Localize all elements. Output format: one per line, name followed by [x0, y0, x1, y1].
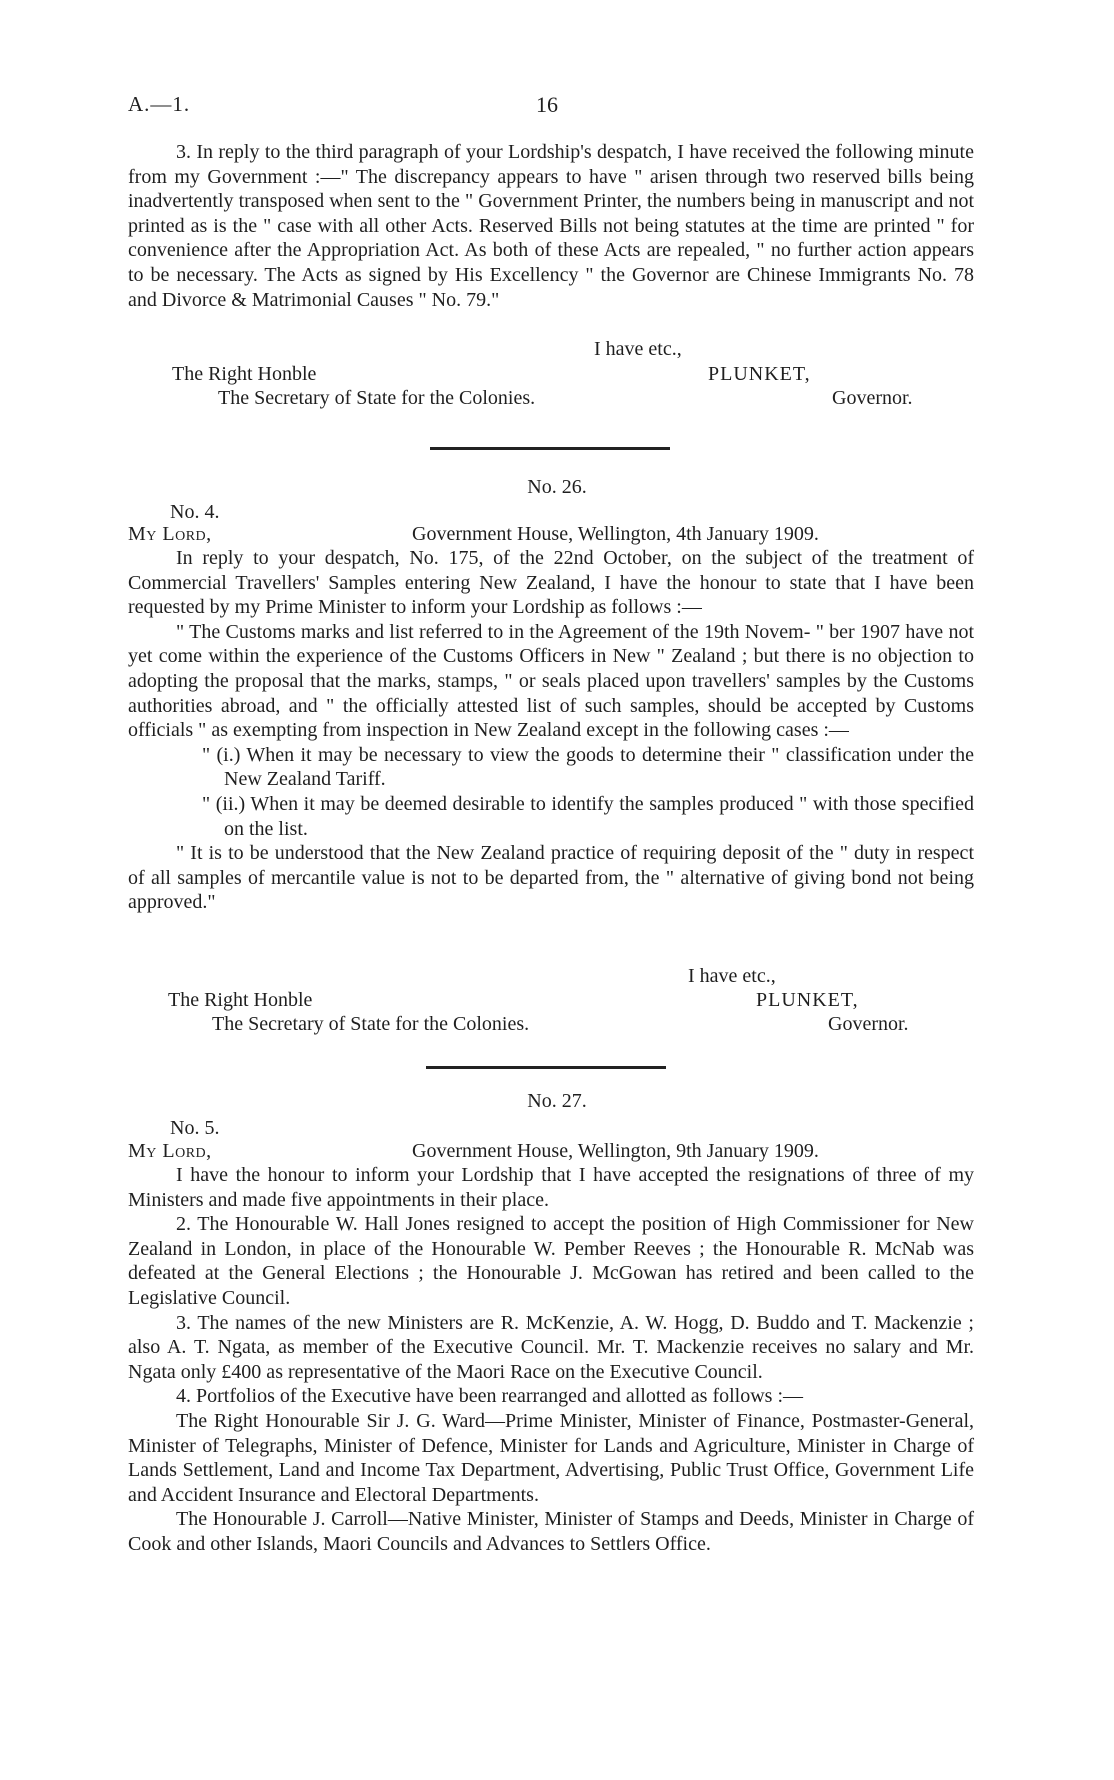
signatory-name: PLUNKET, — [708, 363, 811, 385]
closing-line: I have etc., — [594, 338, 682, 360]
addressee-line-1: The Right Honble — [172, 363, 317, 385]
portfolio-ward: The Right Honourable Sir J. G. Ward—Prime Minister, Minister of Finance, Postmaster-General, Minister of Telegraphs, Minister of Defence, Minister for Lands and Agriculture, Minister in Charge of Lands Settlement, Land and Income Tax Department, Advertising, Public Trust Office, Government Life and Accident Insurance and Electoral Departments. — [128, 1409, 974, 1506]
final-quoted-paragraph: " It is to be understood that the New Zealand practice of requiring deposit of the " duty in respect of all samples of mercantile value is not to be departed from, the " alternative of giving bond not being approved." — [128, 842, 974, 914]
closing-line: I have etc., — [688, 965, 776, 987]
intro-paragraph: In reply to your despatch, No. 175, of the 22nd October, on the subject of the treatment of Commercial Travellers' Samples entering New Zealand, I have the honour to state that I have been requested by my Prime Minister to inform your Lordship as follows :— — [128, 547, 974, 619]
signatory-title: Governor. — [828, 1013, 909, 1035]
place-and-date: Government House, Wellington, 9th January 1909. — [412, 1140, 819, 1162]
document-reference: A.—1. — [128, 92, 191, 116]
addressee-line-2: The Secretary of State for the Colonies. — [218, 387, 536, 409]
despatch-sub-number: No. 4. — [170, 501, 220, 523]
place-and-date: Government House, Wellington, 4th January 1909. — [412, 523, 819, 545]
paragraph-3: 3. The names of the new Ministers are R. McKenzie, A. W. Hogg, D. Buddo and T. Mackenzie ; also A. T. Ngata, as member of the Executive Council. Mr. T. Mackenzie receives no salary and Mr. Ngata only £400 as representative of the Maori Race on the Executive Council. — [128, 1311, 974, 1383]
page-number: 16 — [536, 92, 558, 117]
despatch-25-continuation — [128, 140, 974, 312]
salutation: My Lord, — [128, 1140, 212, 1162]
paragraph-3: 3. In reply to the third paragraph of your Lordship's despatch, I have received the following minute from my Government :—" The discrepancy appears to have " arisen through two reserved bills being inadvertently transposed when sent to the " Government Printer, the numbers being in manuscript and not printed as is the " case with all other Acts. Reserved Bills not being statutes at the time are printed " for convenience after the Appropriation Act. As both of these Acts are repealed, " no further action appears to be necessary. The Acts as signed by His Excellency " the Governor are Chinese Immigrants No. 78 and Divorce & Matrimonial Causes " No. 79." — [128, 141, 974, 311]
despatch-26-body — [128, 546, 974, 915]
despatch-27-body — [128, 1163, 974, 1557]
salutation: My Lord, — [128, 523, 212, 545]
addressee-line-1: The Right Honble — [168, 989, 313, 1011]
section-divider — [426, 1066, 666, 1069]
portfolio-carroll: The Honourable J. Carroll—Native Minister, Minister of Stamps and Deeds, Minister in Charge of Cook and other Islands, Maori Councils and Advances to Settlers Office. — [128, 1508, 974, 1555]
paragraph-1: I have the honour to inform your Lordship that I have accepted the resignations of three of my Ministers and made five appointments in their place. — [128, 1164, 974, 1211]
addressee-line-2: The Secretary of State for the Colonies. — [212, 1013, 530, 1035]
despatch-sub-number: No. 5. — [170, 1117, 220, 1139]
case-two: " (ii.) When it may be deemed desirable to identify the samples produced " with those specified on the list. — [202, 792, 974, 840]
signatory-title: Governor. — [832, 387, 913, 409]
paragraph-4: 4. Portfolios of the Executive have been rearranged and allotted as follows :— — [176, 1385, 804, 1408]
quoted-minute: " The Customs marks and list referred to in the Agreement of the 19th Novem- " ber 1907 have not yet come within the experience of the Customs Officers in New " Zealand ; but there is no objection to adopting the proposal that the marks, stamps, " or seals placed upon travellers' samples by the Customs authorities abroad, and " the officially attested list of such samples, should be accepted by Customs officials " as exempting from inspection in New Zealand except in the following cases :— — [128, 620, 974, 742]
despatch-number: No. 26. — [527, 476, 587, 498]
despatch-number: No. 27. — [527, 1090, 587, 1112]
case-one: " (i.) When it may be necessary to view the goods to determine their " classification under the New Zealand Tariff. — [202, 743, 974, 791]
section-divider — [430, 447, 670, 450]
paragraph-2: 2. The Honourable W. Hall Jones resigned to accept the position of High Commissioner for New Zealand in London, in place of the Honourable W. Pember Reeves ; the Honourable R. McNab was defeated at the General Elections ; the Honourable J. McGowan has retired and been called to the Legislative Council. — [128, 1213, 974, 1309]
signatory-name: PLUNKET, — [756, 989, 859, 1011]
